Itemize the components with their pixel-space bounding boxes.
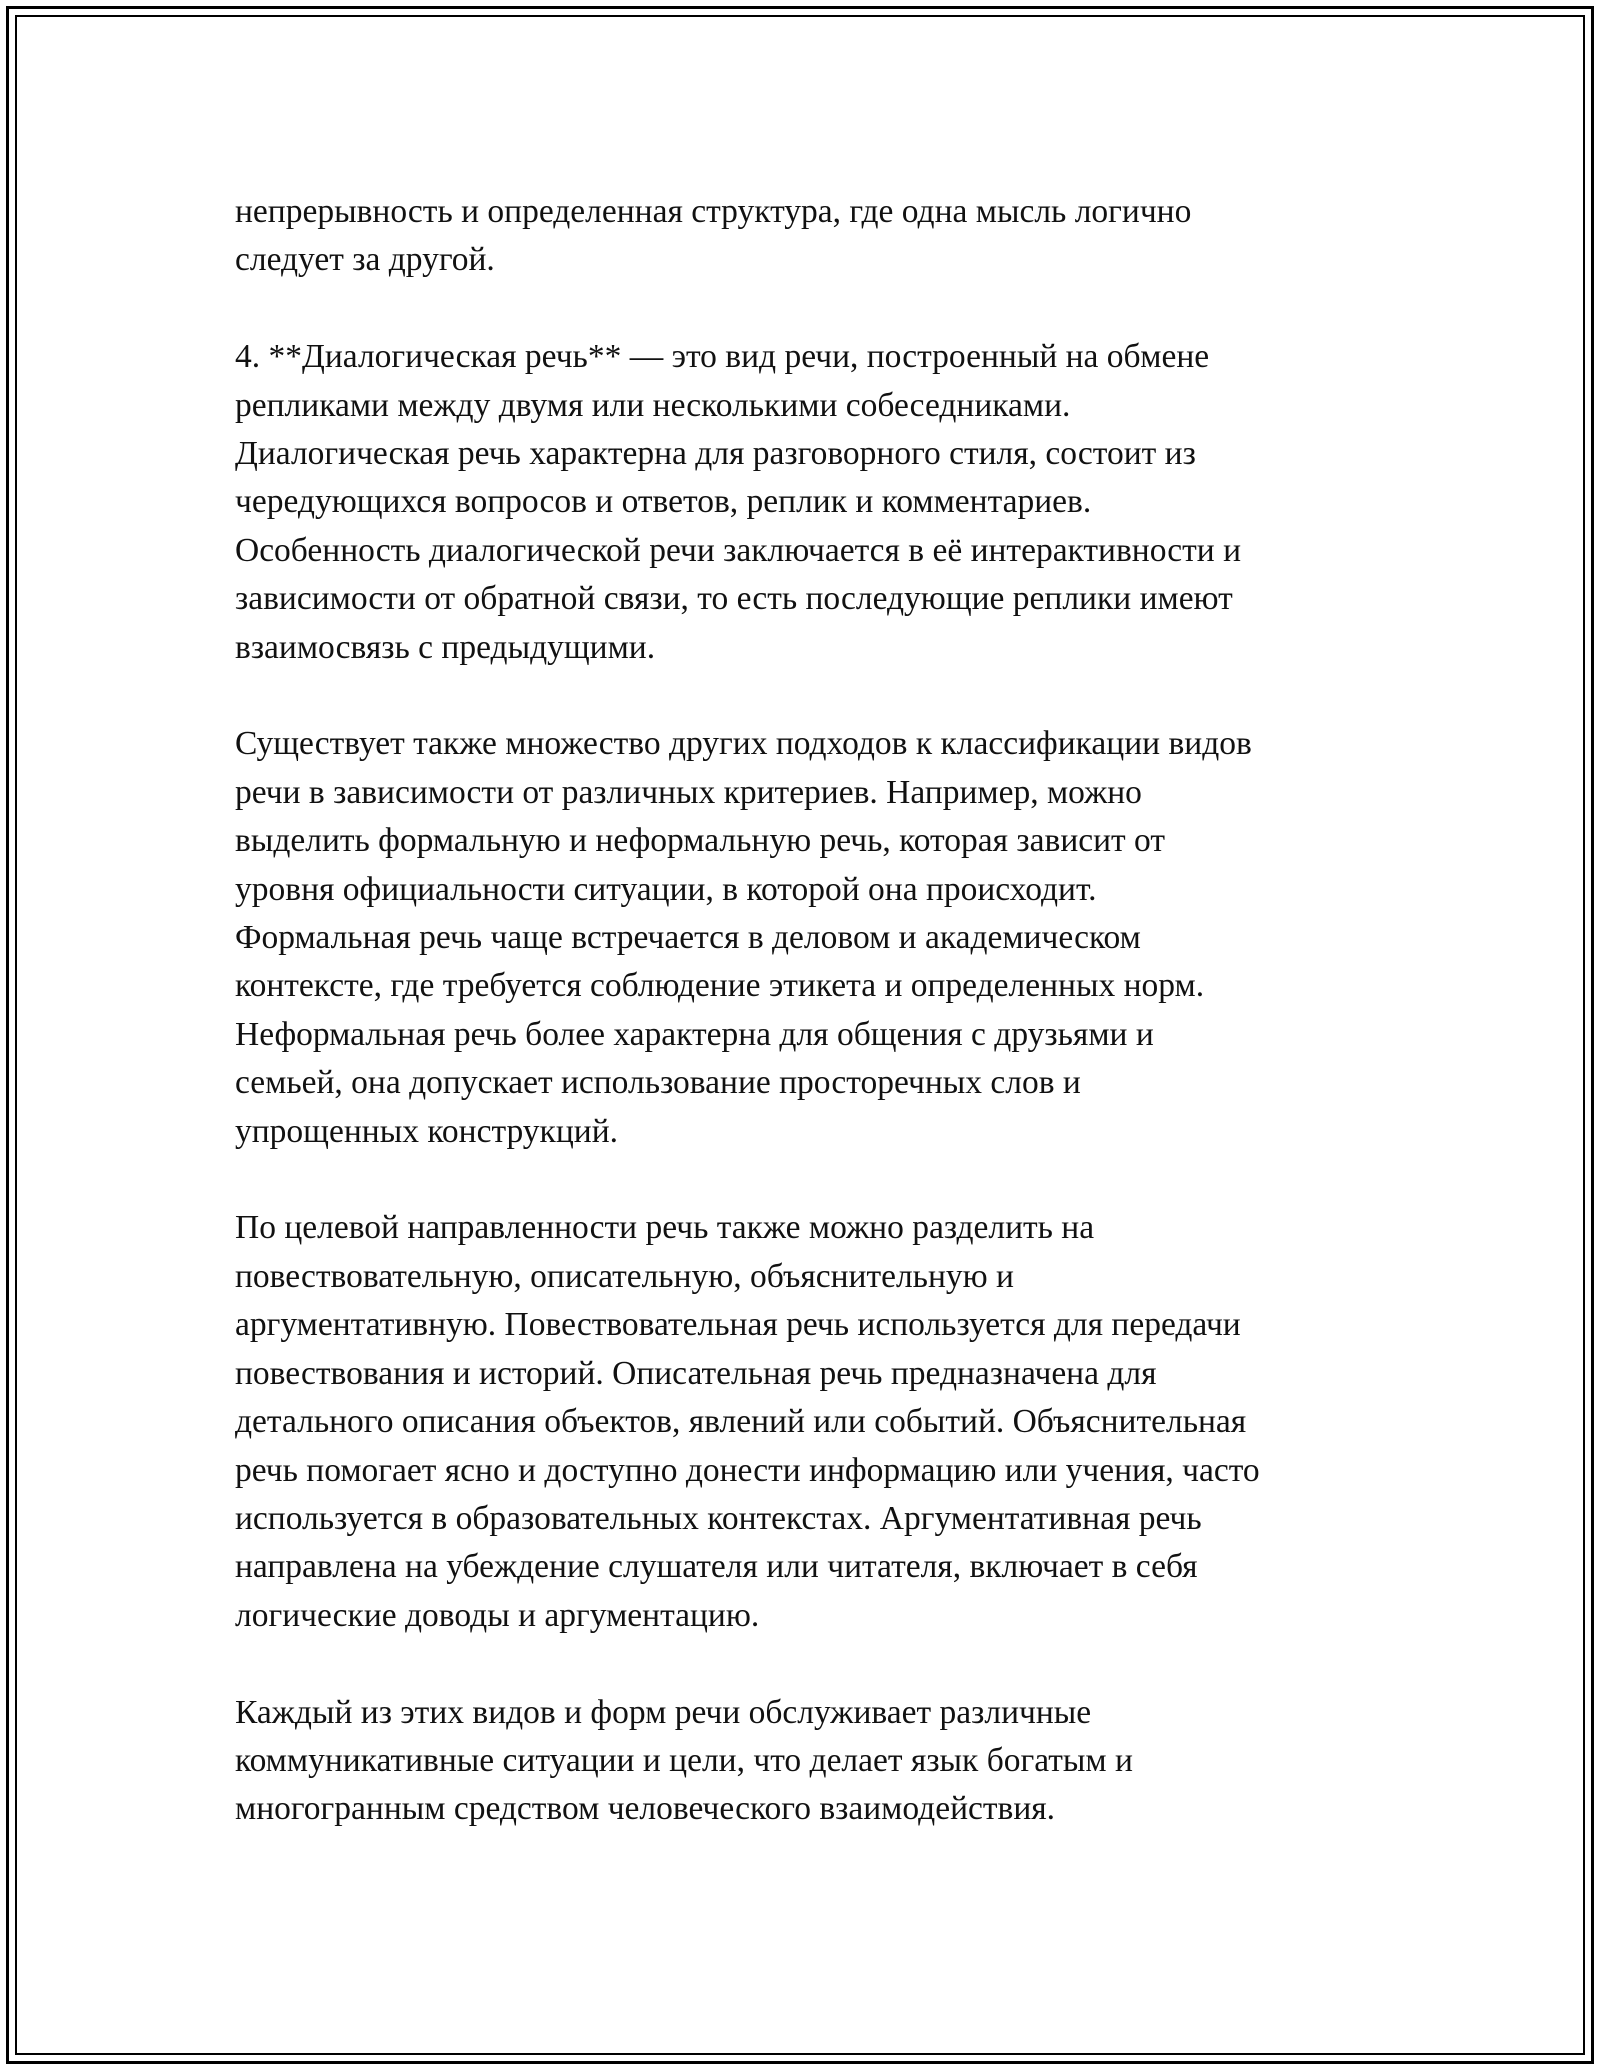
text-line: 4. **Диалогическая речь** — это вид речи, построенный на обмене [235,338,1210,376]
paragraph [235,333,1375,672]
text-line: выделить формальную и неформальную речь, которая зависит от [235,822,1166,860]
text-line: направлена на убеждение слушателя или читателя, включает в себя [235,1548,1198,1586]
text-line: репликами между двумя или несколькими собеседниками. [235,386,1071,424]
document-body [235,188,1375,1882]
text-line: Формальная речь чаще встречается в деловом и академическом [235,919,1141,957]
text-line: речи в зависимости от различных критериев. Например, можно [235,773,1142,811]
text-line: непрерывность и определенная структура, где одна мысль логично [235,193,1192,230]
paragraph [235,188,1375,285]
paragraph [235,720,1375,1156]
text-line: чередующихся вопросов и ответов, реплик и комментариев. [235,483,1092,521]
text-line: Диалогическая речь характерна для разговорного стиля, состоит из [235,435,1196,473]
text-line: уровня официальности ситуации, в которой она происходит. [235,870,1097,908]
text-line: коммуникативные ситуации и цели, что делает язык богатым и [235,1741,1133,1779]
text-line: Каждый из этих видов и форм речи обслуживает различные [235,1693,1092,1731]
text-line: По целевой направленности речь также можно разделить на [235,1209,1095,1247]
text-line: детального описания объектов, явлений или событий. Объяснительная [235,1403,1247,1441]
text-line: семьей, она допускает использование просторечных слов и [235,1064,1081,1102]
text-line: Особенность диалогической речи заключается в её интерактивности и [235,531,1242,569]
paragraph [235,1689,1375,1834]
text-line: аргументативную. Повествовательная речь используется для передачи [235,1306,1241,1344]
text-line: речь помогает ясно и доступно донести информацию или учения, часто [235,1451,1260,1489]
text-line: контексте, где требуется соблюдение этикета и определенных норм. [235,967,1205,1005]
text-line: Неформальная речь более характерна для общения с друзьями и [235,1015,1154,1053]
text-line: Существует также множество других подходов к классификации видов [235,725,1252,763]
text-line: упрощенных конструкций. [235,1112,618,1150]
text-line: повествовательную, описательную, объяснительную и [235,1257,1014,1295]
text-line: логические доводы и аргументацию. [235,1596,760,1634]
text-line: используется в образовательных контекстах. Аргументативная речь [235,1499,1202,1537]
text-line: повествования и историй. Описательная речь предназначена для [235,1354,1157,1392]
text-line: следует за другой. [235,241,495,279]
text-line: многогранным средством человеческого взаимодействия. [235,1790,1056,1828]
text-line: зависимости от обратной связи, то есть последующие реплики имеют [235,580,1233,618]
paragraph [235,1204,1375,1640]
text-line: взаимосвязь с предыдущими. [235,628,656,666]
